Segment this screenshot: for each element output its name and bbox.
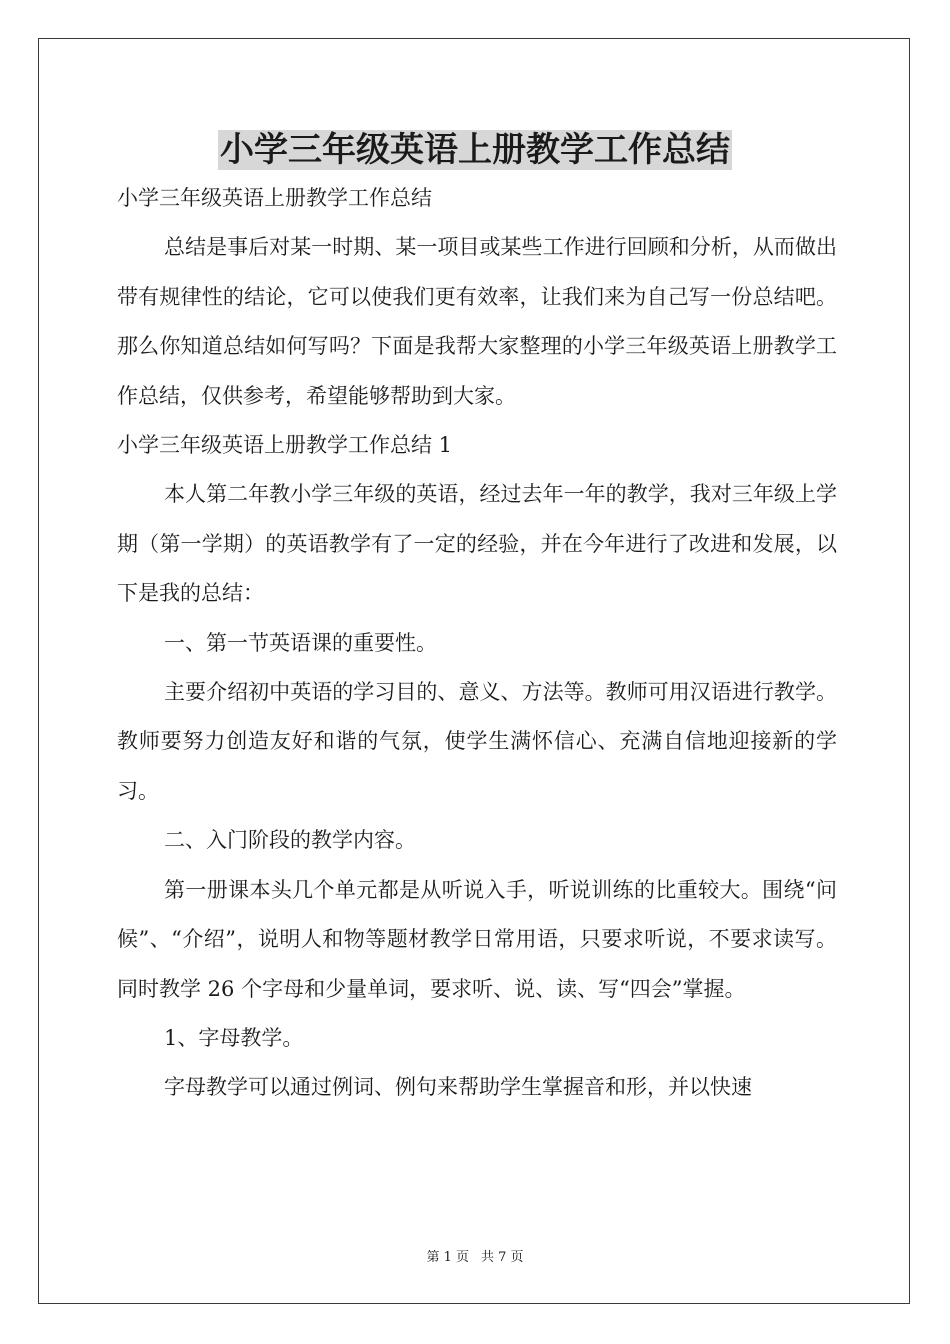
paragraph-body: 字母教学可以通过例词、例句来帮助学生掌握音和形，并以快速 [164,1075,752,1100]
document-title-text: 小学三年级英语上册教学工作总结 [220,130,730,170]
paragraph-intro: 总结是事后对某一时期、某一项目或某些工作进行回顾和分析，从而做出带有规律性的结论，它可以使我们更有效率，让我们来为自己写一份总结吧。那么你知道总结如何写吗？下面是我帮大家整理的小学三年级英语上册教学工作总结，仅供参考，希望能够帮助到大家。 [117,235,837,408]
page-footer [0,1248,950,1268]
paragraph-body: 主要介绍初中英语的学习目的、意义、方法等。教师可用汉语进行教学。教师要努力创造友好和谐的气氛，使学生满怀信心、充满自信地迎接新的学习。 [117,680,837,803]
paragraph-heading: 小学三年级英语上册教学工作总结 [117,186,432,210]
document-title [0,124,950,176]
page-total: 共 7 页 [481,1250,524,1265]
paragraph-section-title: 小学三年级英语上册教学工作总结 1 [117,433,453,458]
document-body [117,174,837,1113]
paragraph-subheading: 二、入门阶段的教学内容。 [164,828,416,853]
paragraph-body: 本人第二年教小学三年级的英语，经过去年一年的教学，我对三年级上学期（第一学期）的英语教学有了一定的经验，并在今年进行了改进和发展，以下是我的总结： [117,482,837,606]
paragraph-subheading: 1、字母教学。 [164,1025,304,1050]
paragraph-body: 第一册课本头几个单元都是从听说入手，听说训练的比重较大。围绕“问候”、“介绍”，说明人和物等题材教学日常用语，只要求听说，不要求读写。同时教学 26 个字母和少量单词，要求听、说、读、写“四会”掌握。 [117,877,837,1001]
page-number: 第 1 页 [426,1250,469,1265]
paragraph-subheading: 一、第一节英语课的重要性。 [164,630,437,655]
